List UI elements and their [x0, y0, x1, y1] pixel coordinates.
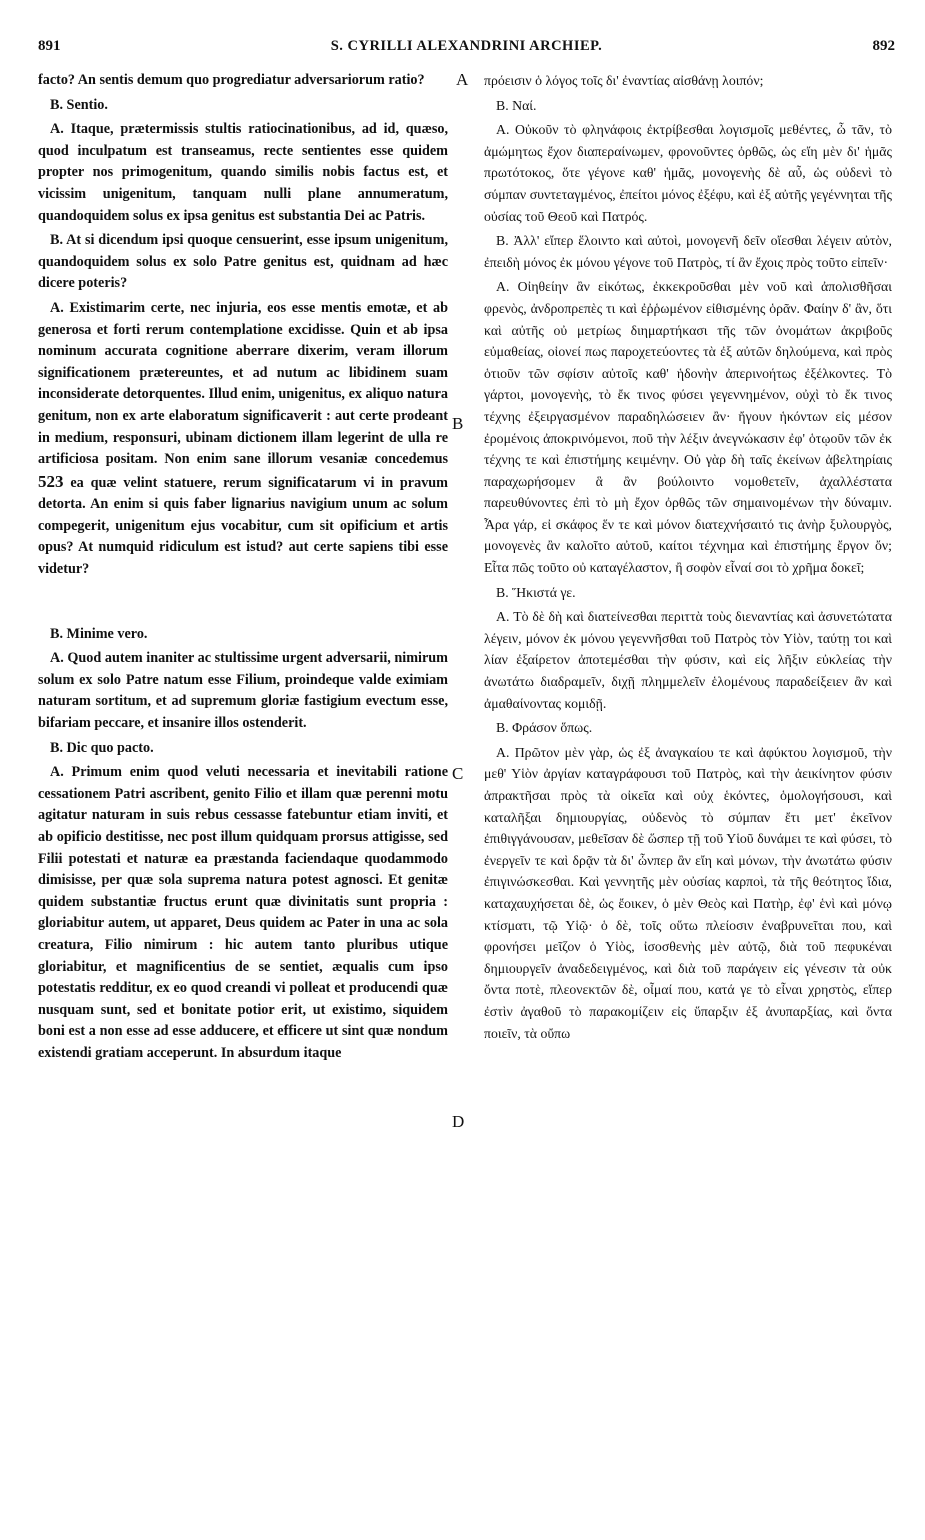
latin-column	[38, 70, 448, 1068]
greek-paragraph: B. Ἀλλ' εἴπερ ἕλοιντο καὶ αὐτοὶ, μονογενῆ δεῖν οἴεσθαι λέγειν αὐτὸν, ἐπειδὴ μόνος ἐκ μόνου γέγονε τοῦ Πατρὸς, τί ἂν ἔχοις πρὸς τοῦτο εἰπεῖν·	[484, 233, 892, 270]
latin-text: ea quæ velint statuere, rerum significatarum vi in pravum detorta. An enim si quis faber lignarius navigium unum ac solum compegerit, unigenitum ejus vocabitur, cum sit opificium et artis opus? At numquid ridiculum est istud? aut certe sapiens tibi esse videtur?	[38, 474, 449, 578]
running-title: S. CYRILLI ALEXANDRINI ARCHIEP.	[330, 38, 603, 54]
margin-mark-a: A	[456, 70, 469, 89]
greek-paragraph: πρόεισιν ὁ λόγος τοῖς δι' ἐναντίας αἰσθάνῃ λοιπόν;	[484, 73, 764, 88]
column-number: 523	[38, 471, 64, 491]
greek-column	[484, 70, 892, 1047]
greek-paragraph: A. Οἰηθείην ἂν εἰκότως, ἐκκεκροῦσθαι μὲν νοῦ καὶ ἀπολισθῆσαι φρενὸς, ἀνδροπρεπὲς τι καὶ ἐῤῥωμένον εἰθισμένης ὁρᾶν. Φαίην δ' ἂν, ὅτι καὶ αὐτῆς οὐ μετρίως διημαρτήκασι τῆς τῶν ὀνομάτων ἀκριβοῦς εὐμαθείας, οἱονεί πως παροχετεύοντες τὰ ἐξ αὐτῶν δηλούμενα, καὶ πρὸς ὁτιοῦν τῶν σφίσιν αὐτοῖς καθ' ἡδονὴν ἀπερινοήτως ἐξέλκοντες. Τὸ γάρτοι, μονογενὴς, τὸ ἔκ τινος φύσει γεγεννημένον, οὐχὶ τὸ ἔκ τινος τέχνης ἐξειργασμένον παραδηλώσειεν ἂν· ἤγουν ἡκόντων εἰς μέσον ἐρομένοις ἀποκρινόμενοι, ποῦ τὴν λέξιν ἀνεγνώκασιν ἐφ' ὁτῳοῦν τῶν ἐκ τέχνης τε καὶ ἐπιστήμης κειμένην. Οὐ γὰρ δὴ ταῖς ἐκείνων ἀβελτηρίαις παραχωρήσομεν ἃ ἂν βούλοιντο νομοθετεῖν, ἀχαλλέστατα παρευθύνοντες ἐπὶ τὸ μὴ ἔχον ὀρθῶς τῶν σημαινομένων τὴν δύναμιν. Ἆρα γάρ, εἰ σκάφος ἕν τε καὶ μόνον διατεχνήσαιτό τις ἀνὴρ ξυλουργὸς, μονογενὲς ἂν καλοῖτο αὐτοῦ, καίτοι τέχνημα καὶ ἐπιστήμης ἔργον ὄν; Εἶτα πῶς τοῦτο οὐ καταγέλαστον, ἢ σοφὸν εἶναί σοι τὸ χρῆμα δοκεῖ;	[484, 279, 892, 576]
latin-paragraph: A. Quod autem inaniter ac stultissime urgent adversarii, nimirum solum ex solo Patre natum esse Filium, proindeque valde eximiam naturam sortitum, et ad supremum gloriæ fastigium evectum esse, bifariam peccare, et insanire illos ostenderit.	[38, 650, 448, 732]
page-number-left: 891	[38, 38, 61, 54]
greek-paragraph: A. Τὸ δὲ δὴ καὶ διατείνεσθαι περιττὰ τοὺς διεναντίας καὶ ἀσυνετώτατα λέγειν, μόνον ἐκ μόνου γεγεννῆσθαι τοῦ Πατρὸς τὸν Υἱὸν, ταύτῃ τοι καὶ λίαν ἐξαίρετον ἀποτεμέσθαι τὴν φύσιν, καὶ εἰς λῆξιν εὐκλείας τὴν ἀνωτάτω διαδραμεῖν, διχῇ πλημμελεῖν ἑλομένους παραδείξειεν ἂν καὶ ἀμαθαίνοντας κομιδῇ.	[484, 609, 892, 711]
latin-paragraph	[38, 298, 448, 581]
latin-text: A. Existimarim certe, nec injuria, eos esse mentis emotæ, et ab generosa et forti rerum contemplatione excidisse. Quin et ab ipsa nominum accurata cognitione aberrare dixerim, veram illorum significationem prætereuntes, et ad nutum ac libidinem suam inconsiderate detorquentes. Illud enim, unigenitus, ex aliquo natura genitum, non ex arte elaboratum significaverit : aut certe prodeant in medium, responsuri, ubinam dictionem illam legerint de ulla re artificiosa positam. Non enim sane illorum vesaniæ concedemus	[38, 299, 448, 468]
page-header	[38, 38, 895, 58]
greek-paragraph: B. Ναί.	[496, 97, 537, 113]
greek-paragraph: B. Φράσον ὅπως.	[496, 720, 593, 736]
margin-mark-c: C	[452, 764, 464, 783]
greek-paragraph: A. Οὐκοῦν τὸ φληνάφοις ἐκτρίβεσθαι λογισμοῖς μεθέντες, ὦ τᾶν, τὸ ἀμώμητως ἔχον διαπεραίνωμεν, φρονοῦντες ὀρθῶς, ὡς εἴη μὲν δι' ἡμᾶς πρωτότοκος, ὅτε γέγονε καθ' ἡμᾶς, μονογενὴς δὲ αὖ, ὡς οὐδενὶ τὸ σύμπαν συντεταγμένος, ἐπείτοι μόνος ἐξέφυ, καὶ ἐξ αὐτῆς γεγέννηται τῆς οὐσίας τοῦ Θεοῦ καὶ Πατρός.	[484, 122, 892, 224]
latin-paragraph: facto? An sentis demum quo progrediatur adversariorum ratio?	[38, 72, 425, 88]
page-number-right: 892	[872, 38, 895, 54]
latin-paragraph: A. Itaque, prætermissis stultis ratiocinationibus, ad id, quæso, quod inculpatum est transeamus, recte sentientes esse quidem propter nos primogenitum, quando similis nobis factus est, et vicissim unigenitum, tanquam nulli plane annumeratum, quandoquidem solus ex ipsa genitus est substantia Dei ac Patris.	[38, 121, 448, 224]
margin-mark-d: D	[452, 1112, 465, 1131]
latin-paragraph: B. Minime vero.	[50, 625, 148, 642]
latin-paragraph: B. Dic quo pacto.	[50, 739, 154, 756]
greek-paragraph: A. Πρῶτον μὲν γὰρ, ὡς ἐξ ἀναγκαίου τε καὶ ἀφύκτου λογισμοῦ, τὴν μεθ' Υἱὸν ἀργίαν καταγράφουσι τοῦ Πατρὸς, καὶ τὴν ἀεικίνητον φύσιν ἀπρακτῆσαι πρὸς τὰ οἰκεῖα καὶ οὐχ ἑκόντες, ὁμολογήσουσι, καὶ καταλῆξαι δημιουργίας, οὐδενὸς τὸ σύμπαν ἔτι μετ' ἐκεῖνον ἐπιθιγγάνουσαν, μεθεῖσαν δὲ ὥσπερ τῇ τοῦ Υἱοῦ δυνάμει τε καὶ φύσει, τὸ ἐνεργεῖν τε καὶ δρᾷν τὰ δι' ὧνπερ ἂν εἴη καὶ μόνων, τὴν ἀνωτάτω φύσιν ἐπιγινώσκεσθαι. Καὶ γεννητῆς μὲν οὐσίας καρποὶ, τὰ τῆς θεότητος ἴδια, καταχαυχήσεται δὲ, ὡς ἔοικεν, ὁ μὲν Θεὸς καὶ Πατὴρ, ἐφ' ἑνὶ καὶ μόνῳ κτίσματι, τῷ Υἱῷ· ὁ δὲ, τοῖς οὕτω πλείοσιν ἐναβρυνεῖται που, καὶ φρονήσει μεῖζον ὁ Υἱὸς, ἰσοσθενὴς μὲν αὐτῷ, διὰ τοῦ πεφυκέναι δημιουργεῖν ἀναδεδειγμένος, καὶ διὰ τοῦ παράγειν εἰς γένεσιν τὰ οὐκ ὄντα ποτὲ, πλεονεκτῶν δὲ, οἶμαί που, κατά γε τὸ εἶναι χρηστὸς, εἴπερ ἐστὶν ἀγαθοῦ τὸ παρακομίζειν εἰς ὕπαρξιν ἐξ ἀνυπαρξίας, καὶ ὄντα ποιεῖν, τὰ οὔπω	[484, 744, 892, 1041]
latin-paragraph: B. At si dicendum ipsi quoque censuerint, esse ipsum unigenitum, quandoquidem solus ex solo Patre genitus est, quidnam ad hæc dicere poteris?	[38, 232, 448, 292]
margin-mark-b: B	[452, 414, 464, 433]
latin-paragraph: B. Sentio.	[50, 96, 108, 113]
spacer	[38, 584, 448, 624]
greek-paragraph: B. Ἥκιστά γε.	[496, 584, 576, 600]
latin-paragraph: A. Primum enim quod veluti necessaria et inevitabili ratione cessationem Patri ascribent, genito Filio et illam quæ perenni motu agitatur naturam in suis rebus cessasse fatebuntur etiam inviti, et ab opificio destitisse, nec post illum quidquam prorsus attigisse, sed Filii potestati et naturæ ea præstanda faciendaque quodammodo dimisisse, per quæ sola suprema natura potest agnosci. Et genitæ quidem substantiæ fructus erunt quæ divinitatis sunt propria : gloriabitur autem, ut apparet, Deus quidem ac Pater in una ac sola creatura, Filio nimirum : hic autem tanto pluribus utique gloriabitur, et magnificentius de se sentiet, æqualis cum ipso potestatis redditur, ex eo quod creandi vi polleat et producendi quæ nusquam sunt, sed et bonitate potior erit, ut existimo, siquidem boni est a non esse ad esse adducere, et efficere ut sint quæ nondum existendi gratiam acceperunt. In absurdum itaque	[38, 764, 448, 1061]
